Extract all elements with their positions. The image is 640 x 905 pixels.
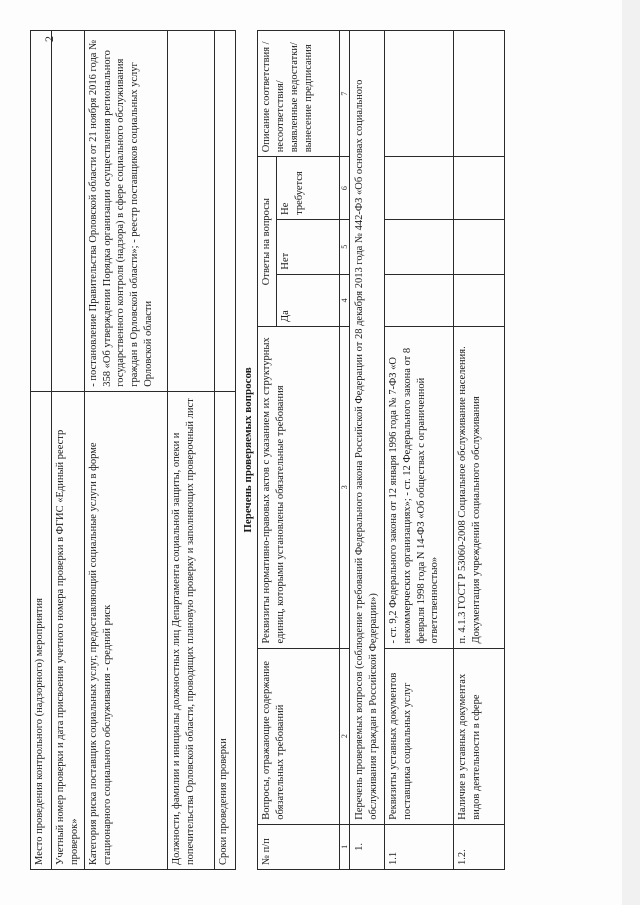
table-row (453, 31, 504, 870)
column-index: 7 (340, 31, 350, 157)
section-text: Перечень проверяемых вопросов (соблюдение требований Федерального закона Российской Федерации от 28 декабря 2013 года № 442-ФЗ «Об основах социального обслуживания граждан в Российской Федерации») (350, 31, 385, 825)
header-requisites: Реквизиты нормативно-правовых актов с указанием их структурных единиц, которыми установлены обязательные требования (258, 327, 340, 649)
column-index: 4 (340, 274, 350, 326)
row-question: Реквизиты уставных документов поставщика социальных услуг (384, 648, 453, 824)
rotated-content (30, 30, 590, 870)
column-index: 5 (340, 219, 350, 274)
header-yes: Да (277, 274, 340, 326)
info-value (167, 31, 214, 392)
info-row (167, 31, 214, 870)
row-requisites: п. 4.1.3 ГОСТ Р 53060-2008 Социальное обслуживание населения. Документация учреждений социального обслуживания (453, 327, 504, 649)
column-index: 2 (340, 648, 350, 824)
info-row (214, 31, 235, 870)
row-num: 1.1 (384, 824, 453, 869)
info-row (84, 31, 167, 870)
answer-no-cell[interactable] (453, 219, 504, 274)
info-label: Сроки проведения проверки (214, 391, 235, 869)
answer-not-required-cell[interactable] (453, 157, 504, 220)
info-row (52, 31, 85, 870)
scan-edge (622, 0, 640, 905)
info-label: Место проведения контрольного (надзорного) мероприятия (31, 391, 52, 869)
section-row (350, 31, 385, 870)
description-cell[interactable] (384, 31, 453, 157)
info-label: Учетный номер проверки и дата присвоения учетного номера проверки в ФГИС «Единый реестр проверок» (52, 391, 85, 869)
info-value (52, 31, 85, 392)
info-row (31, 31, 52, 870)
answer-yes-cell[interactable] (453, 274, 504, 326)
row-requisites: - ст. 9,2 Федерального закона от 12 января 1996 года № 7-ФЗ «О некоммерческих организациях»; - ст. 12 Федерального закона от 8 февраля 1998 года N 14-ФЗ «Об обществах с ограниченной ответственностью» (384, 327, 453, 649)
header-num: № п/п (258, 824, 340, 869)
row-question: Наличие в уставных документах видов деятельности в сфере (453, 648, 504, 824)
row-num: 1.2. (453, 824, 504, 869)
section-num: 1. (350, 824, 385, 869)
page-number: 2 (42, 36, 56, 42)
header-no: Нет (277, 219, 340, 274)
inspection-info-table (30, 30, 236, 870)
answer-yes-cell[interactable] (384, 274, 453, 326)
header-description: Описание соответствия /несоответствия/ выявленные недостатки/ вынесение предписания (258, 31, 340, 157)
answer-not-required-cell[interactable] (384, 157, 453, 220)
info-value (31, 31, 52, 392)
header-question: Вопросы, отражающие содержание обязательных требований (258, 648, 340, 824)
info-value (214, 31, 235, 392)
info-label: Категория риска поставщик социальных услуг, предоставляющий социальные услуги в форме стационарного социального обслуживания - средний риск (84, 391, 167, 869)
header-row (258, 31, 277, 870)
info-value: - постановление Правительства Орловской области от 21 ноября 2016 года № 358 «Об утверждении Порядка организации осуществления регионального государственного контроля (надзора) в сфере социального обслуживания граждан в Орловской области»; - реестр поставщиков социальных услуг Орловской области (84, 31, 167, 392)
column-index: 6 (340, 157, 350, 220)
column-index: 3 (340, 327, 350, 649)
column-index: 1 (340, 824, 350, 869)
description-cell[interactable] (453, 31, 504, 157)
answer-no-cell[interactable] (384, 219, 453, 274)
column-index-row (340, 31, 350, 870)
questions-table (257, 30, 505, 870)
table-row (384, 31, 453, 870)
header-answers: Ответы на вопросы (258, 157, 277, 327)
section-title: Перечень проверяемых вопросов (241, 367, 254, 533)
info-label: Должности, фамилии и инициалы должностных лиц Департамента социальной защиты, опеки и попечительства Орловской области, проводящих плановую проверку и заполняющих проверочный лист (167, 391, 214, 869)
header-not-required: Не требуется (277, 157, 340, 220)
